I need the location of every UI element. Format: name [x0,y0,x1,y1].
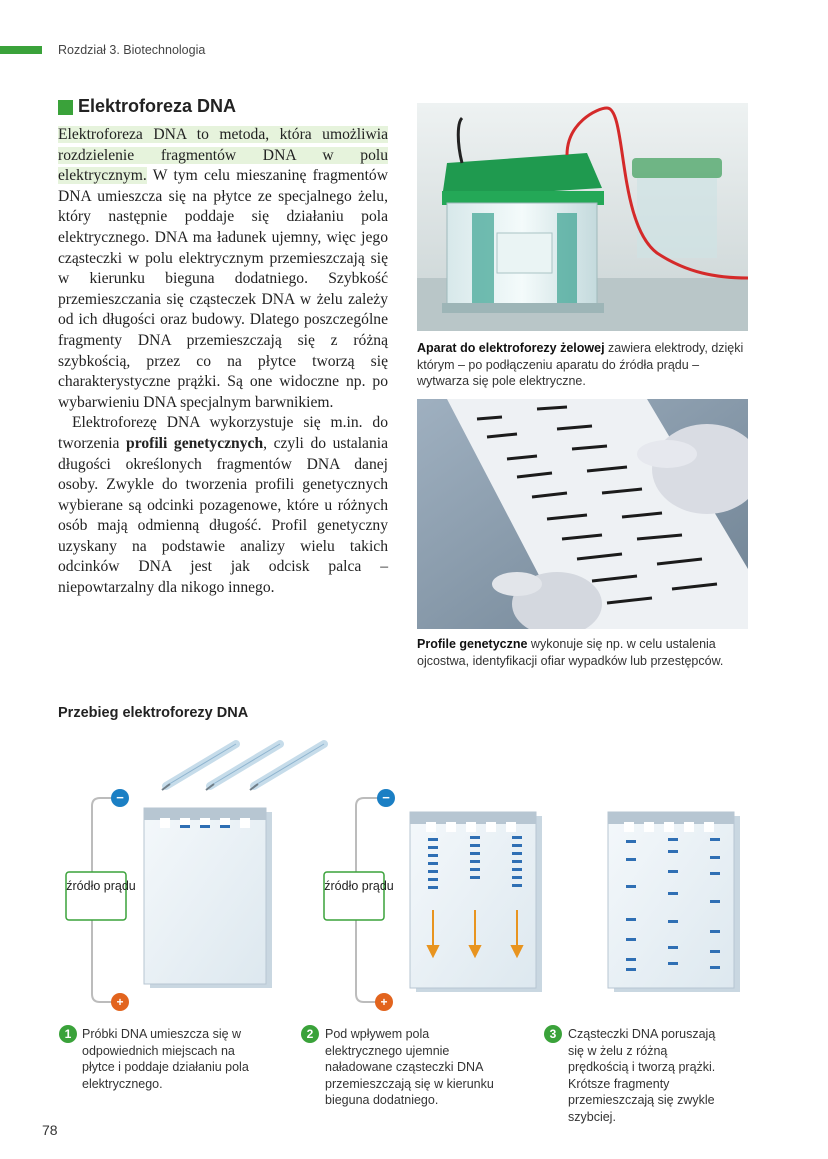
paragraph-2 [58,413,388,598]
section-marker [58,100,73,115]
paragraph-1 [58,125,388,413]
paragraph-2-after: , czyli do ustalania długości określonych fragmentów DNA danej osoby. Zwykle do tworzenia profili genetycznych wybierane są odcinki pozagenowe, które u różnych osób mają odmienną długość. Profil genetyczny uzyskany na podstawie analizy wielu takich odcinków DNA jest jak odcisk palca – niepowtarzalny dla nikogo innego. [58,434,389,597]
plus-sign: + [380,995,388,1009]
apparatus-caption-bold: Aparat do elektroforezy żelowej [417,341,605,355]
genetic-profiles-term: profili genetycznych [126,434,264,452]
power-source-label: źródło prądu [324,879,394,893]
step-2-number: 2 [301,1025,319,1043]
apparatus-caption [417,340,747,390]
panel-2 [324,789,542,1011]
minus-sign: − [116,790,124,805]
step-2-text: Pod wpływem pola elektrycznego ujemnie naładowane cząsteczki DNA przemieszczają się w kierunku bieguna dodatniego. [325,1027,494,1107]
power-source-label: źródło prądu [66,879,136,893]
step-1-text: Próbki DNA umieszcza się w odpowiednich miejscach na płytce i poddaje działaniu pola elektrycznego. [82,1027,249,1091]
step-1-number: 1 [59,1025,77,1043]
pipette-icon [162,744,236,790]
panel-3 [608,812,740,992]
definition-highlight: Elektroforeza DNA to metoda, która umożliwia rozdzielenie fragmentów DNA w polu elektrycznym. [58,126,388,185]
diagram-title: Przebieg elektroforezy DNA [58,705,249,721]
genetic-profile-caption-text: wykonuje się np. w celu ustalenia ojcostwa, identyfikacji ofiar wypadków lub przestępców. [417,637,724,668]
plus-sign: + [116,995,124,1009]
chapter-bar [0,46,42,54]
genetic-profile-caption [417,636,747,669]
page-number: 78 [42,1122,58,1138]
genetic-profile-photo [417,399,748,629]
chapter-title: Rozdział 3. Biotechnologia [58,43,206,57]
electrophoresis-diagram [0,725,828,1025]
step-3-text: Cząsteczki DNA poruszają się w żelu z różną prędkością i tworzą prążki. Krótsze fragmenty przemieszczają się zwykle szybciej. [568,1027,716,1124]
electrophoresis-apparatus-photo [417,103,748,331]
genetic-profile-caption-bold: Profile genetyczne [417,637,528,651]
body-text [58,125,388,599]
apparatus-caption-text: zawiera elektrody, dzięki którym – po podłączeniu aparatu do źródła prądu – wytwarza się pole elektryczne. [417,341,744,388]
section-title: Elektroforeza DNA [78,96,237,116]
step-3-number: 3 [544,1025,562,1043]
paragraph-2-before: Elektroforezę DNA wykorzystuje się m.in. do tworzenia [58,414,388,452]
paragraph-1-rest: W tym celu mieszaninę fragmentów DNA umieszcza się na płytce ze specjalnego żelu, który następnie poddaje się działaniu pola elektrycznego. DNA ma ładunek ujemny, więc jego cząsteczki w polu elektrycznym przemieszczają się w kierunku bieguna dodatniego. Szybkość przemieszczania się cząsteczek DNA w żelu zależy od ich długości oraz budowy. Dlatego poszczególne fragmenty DNA przemieszczają się z różną szybkością, przez co na płytce tworzą się charakterystyczne prążki. Są one widoczne np. po wybarwieniu DNA specjalnym barwnikiem. [58,167,388,411]
minus-sign: − [382,790,390,805]
